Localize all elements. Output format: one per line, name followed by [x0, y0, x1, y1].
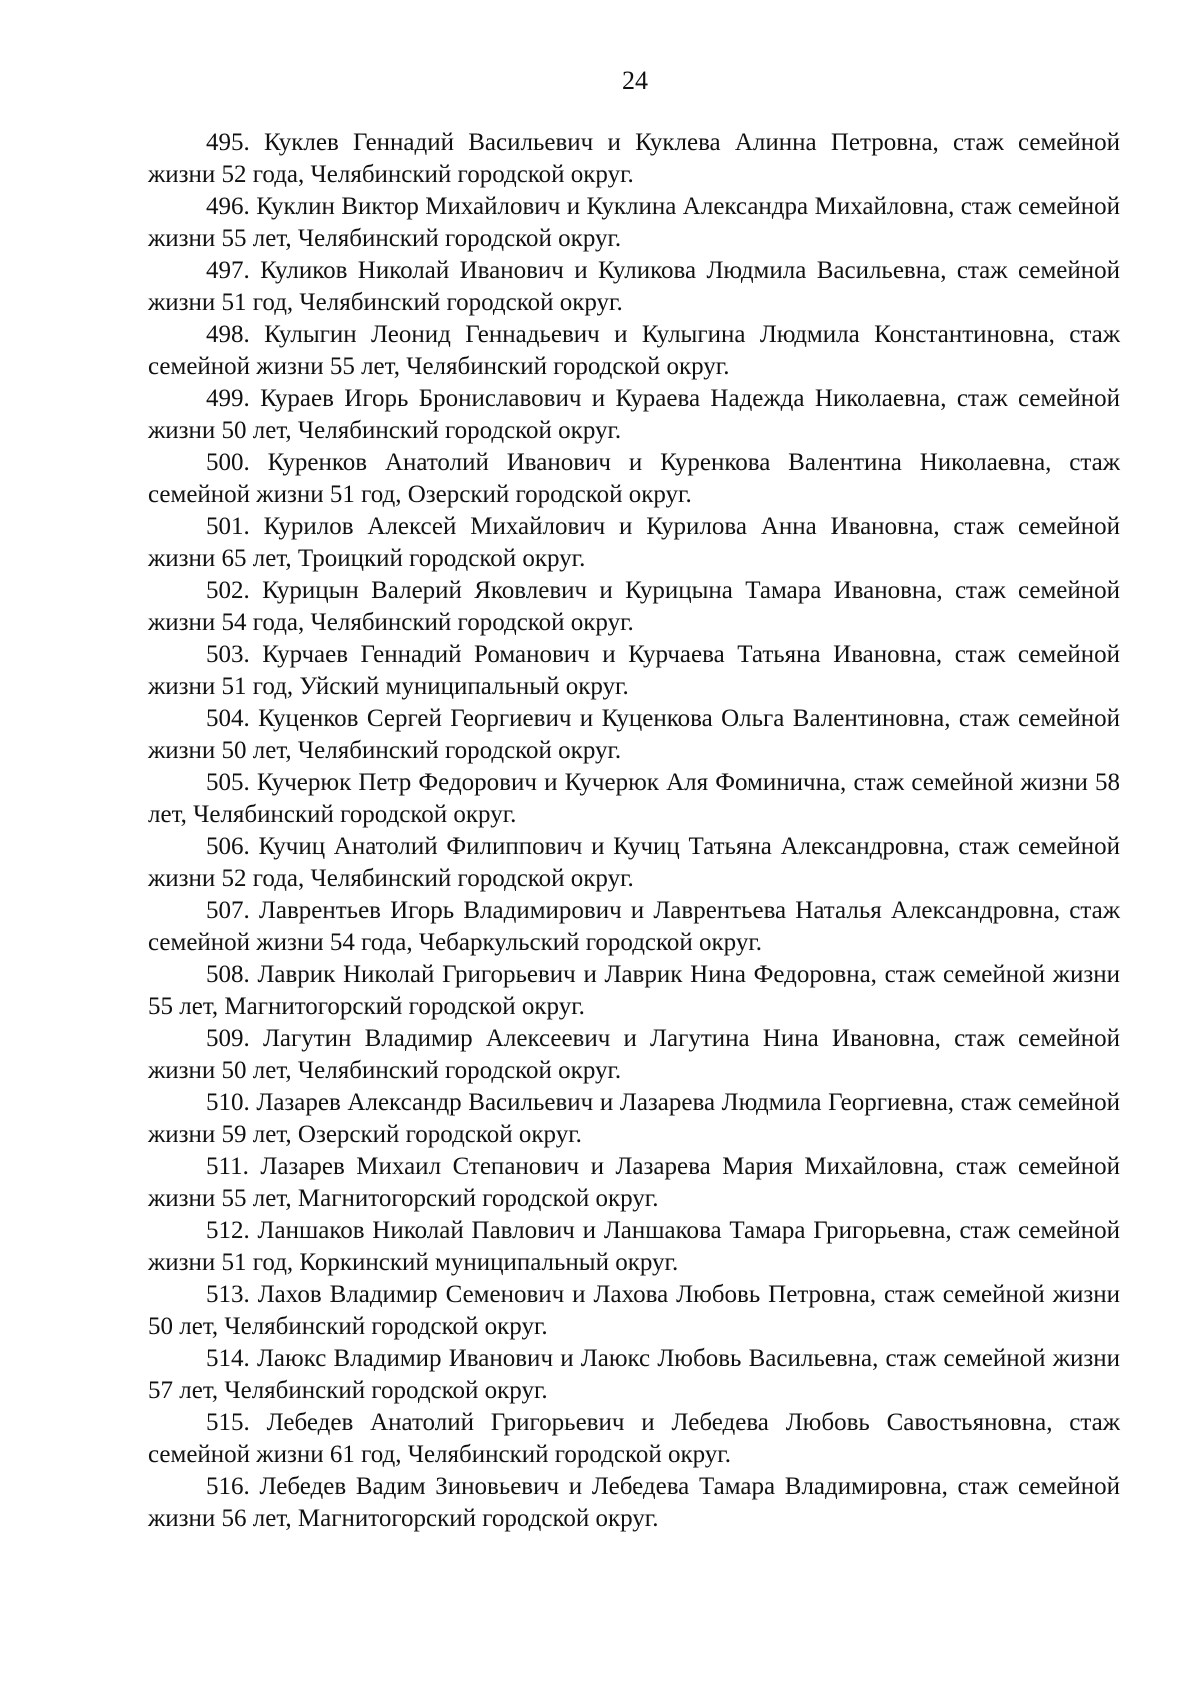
list-item: [148, 831, 1120, 895]
entry-number: 503.: [206, 641, 250, 668]
list-item: [148, 767, 1120, 831]
list-item: [148, 959, 1120, 1023]
entry-text: Курчаев Геннадий Романович и Курчаева Татьяна Ивановна, стаж семейной жизни 51 год, Уйский муниципальный округ.: [148, 641, 1120, 700]
entry-text: Лазарев Александр Васильевич и Лазарева Людмила Георгиевна, стаж семейной жизни 59 лет, Озерский городской округ.: [148, 1089, 1121, 1148]
list-item: [148, 639, 1120, 703]
entry-text: Лаврик Николай Григорьевич и Лаврик Нина Федоровна, стаж семейной жизни 55 лет, Магнитогорский городской округ.: [148, 961, 1121, 1020]
list-item: [148, 1023, 1120, 1087]
entry-number: 514.: [206, 1345, 250, 1372]
entry-number: 506.: [206, 833, 250, 860]
entry-number: 496.: [206, 193, 250, 220]
entry-number: 507.: [206, 897, 250, 924]
entry-text: Курицын Валерий Яковлевич и Курицына Тамара Ивановна, стаж семейной жизни 54 года, Челябинский городской округ.: [148, 577, 1120, 636]
entry-number: 502.: [206, 577, 250, 604]
entry-number: 505.: [206, 769, 250, 796]
entry-text: Лахов Владимир Семенович и Лахова Любовь Петровна, стаж семейной жизни 50 лет, Челябинский городской округ.: [148, 1281, 1121, 1340]
page-number: 24: [622, 66, 648, 95]
list-item: [148, 1343, 1120, 1407]
entry-text: Куклев Геннадий Васильевич и Куклева Алинна Петровна, стаж семейной жизни 52 года, Челябинский городской округ.: [148, 129, 1120, 188]
entry-number: 495.: [206, 129, 250, 156]
entry-text: Лаюкс Владимир Иванович и Лаюкс Любовь Васильевна, стаж семейной жизни 57 лет, Челябинский городской округ.: [148, 1345, 1120, 1404]
entry-number: 498.: [206, 321, 250, 348]
entry-text: Куценков Сергей Георгиевич и Куценкова Ольга Валентиновна, стаж семейной жизни 50 лет, Челябинский городской округ.: [148, 705, 1120, 764]
entry-number: 511.: [206, 1153, 249, 1180]
entry-text: Лаврентьев Игорь Владимирович и Лаврентьева Наталья Александровна, стаж семейной жизни 54 года, Чебаркульский городской округ.: [148, 897, 1121, 956]
entry-text: Лагутин Владимир Алексеевич и Лагутина Нина Ивановна, стаж семейной жизни 50 лет, Челябинский городской округ.: [148, 1025, 1121, 1084]
entry-text: Лебедев Вадим Зиновьевич и Лебедева Тамара Владимировна, стаж семейной жизни 56 лет, Магнитогорский городской округ.: [148, 1473, 1121, 1532]
entry-text: Кулыгин Леонид Геннадьевич и Кулыгина Людмила Константиновна, стаж семейной жизни 55 лет, Челябинский городской округ.: [148, 321, 1121, 380]
list-item: [148, 575, 1120, 639]
entry-number: 509.: [206, 1025, 250, 1052]
entry-text: Куликов Николай Иванович и Куликова Людмила Васильевна, стаж семейной жизни 51 год, Челябинский городской округ.: [148, 257, 1120, 316]
list-item: [148, 383, 1120, 447]
entry-number: 497.: [206, 257, 250, 284]
list-item: [148, 1407, 1120, 1471]
list-item: [148, 703, 1120, 767]
list-item: [148, 1087, 1120, 1151]
entry-text: Ланшаков Николай Павлович и Ланшакова Тамара Григорьевна, стаж семейной жизни 51 год, Коркинский муниципальный округ.: [148, 1217, 1120, 1276]
list-item: [148, 895, 1120, 959]
entry-number: 508.: [206, 961, 250, 988]
entry-number: 515.: [206, 1409, 250, 1436]
list-item: [148, 319, 1120, 383]
list-item: [148, 1151, 1120, 1215]
entry-text: Лебедев Анатолий Григорьевич и Лебедева Любовь Савостьяновна, стаж семейной жизни 61 год, Челябинский городской округ.: [148, 1409, 1120, 1468]
entry-list: [148, 127, 1120, 1535]
list-item: [148, 447, 1120, 511]
entry-text: Куренков Анатолий Иванович и Куренкова Валентина Николаевна, стаж семейной жизни 51 год, Озерский городской округ.: [148, 449, 1120, 508]
entry-number: 510.: [206, 1089, 250, 1116]
list-item: [148, 1215, 1120, 1279]
entry-text: Лазарев Михаил Степанович и Лазарева Мария Михайловна, стаж семейной жизни 55 лет, Магнитогорский городской округ.: [148, 1153, 1120, 1212]
list-item: [148, 255, 1120, 319]
list-item: [148, 127, 1120, 191]
entry-number: 513.: [206, 1281, 250, 1308]
entry-number: 501.: [206, 513, 250, 540]
entry-number: 516.: [206, 1473, 250, 1500]
entry-text: Кураев Игорь Брониславович и Кураева Надежда Николаевна, стаж семейной жизни 50 лет, Челябинский городской округ.: [148, 385, 1121, 444]
entry-number: 512.: [206, 1217, 250, 1244]
entry-number: 500.: [206, 449, 250, 476]
list-item: [148, 1471, 1120, 1535]
list-item: [148, 511, 1120, 575]
entry-text: Кучиц Анатолий Филиппович и Кучиц Татьяна Александровна, стаж семейной жизни 52 года, Челябинский городской округ.: [148, 833, 1120, 892]
entry-number: 504.: [206, 705, 250, 732]
entry-text: Курилов Алексей Михайлович и Курилова Анна Ивановна, стаж семейной жизни 65 лет, Троицкий городской округ.: [148, 513, 1120, 572]
entry-number: 499.: [206, 385, 250, 412]
list-item: [148, 191, 1120, 255]
entry-text: Куклин Виктор Михайлович и Куклина Александра Михайловна, стаж семейной жизни 55 лет, Челябинский городской округ.: [148, 193, 1121, 252]
entry-text: Кучерюк Петр Федорович и Кучерюк Аля Фоминична, стаж семейной жизни 58 лет, Челябинский городской округ.: [148, 769, 1121, 828]
list-item: [148, 1279, 1120, 1343]
